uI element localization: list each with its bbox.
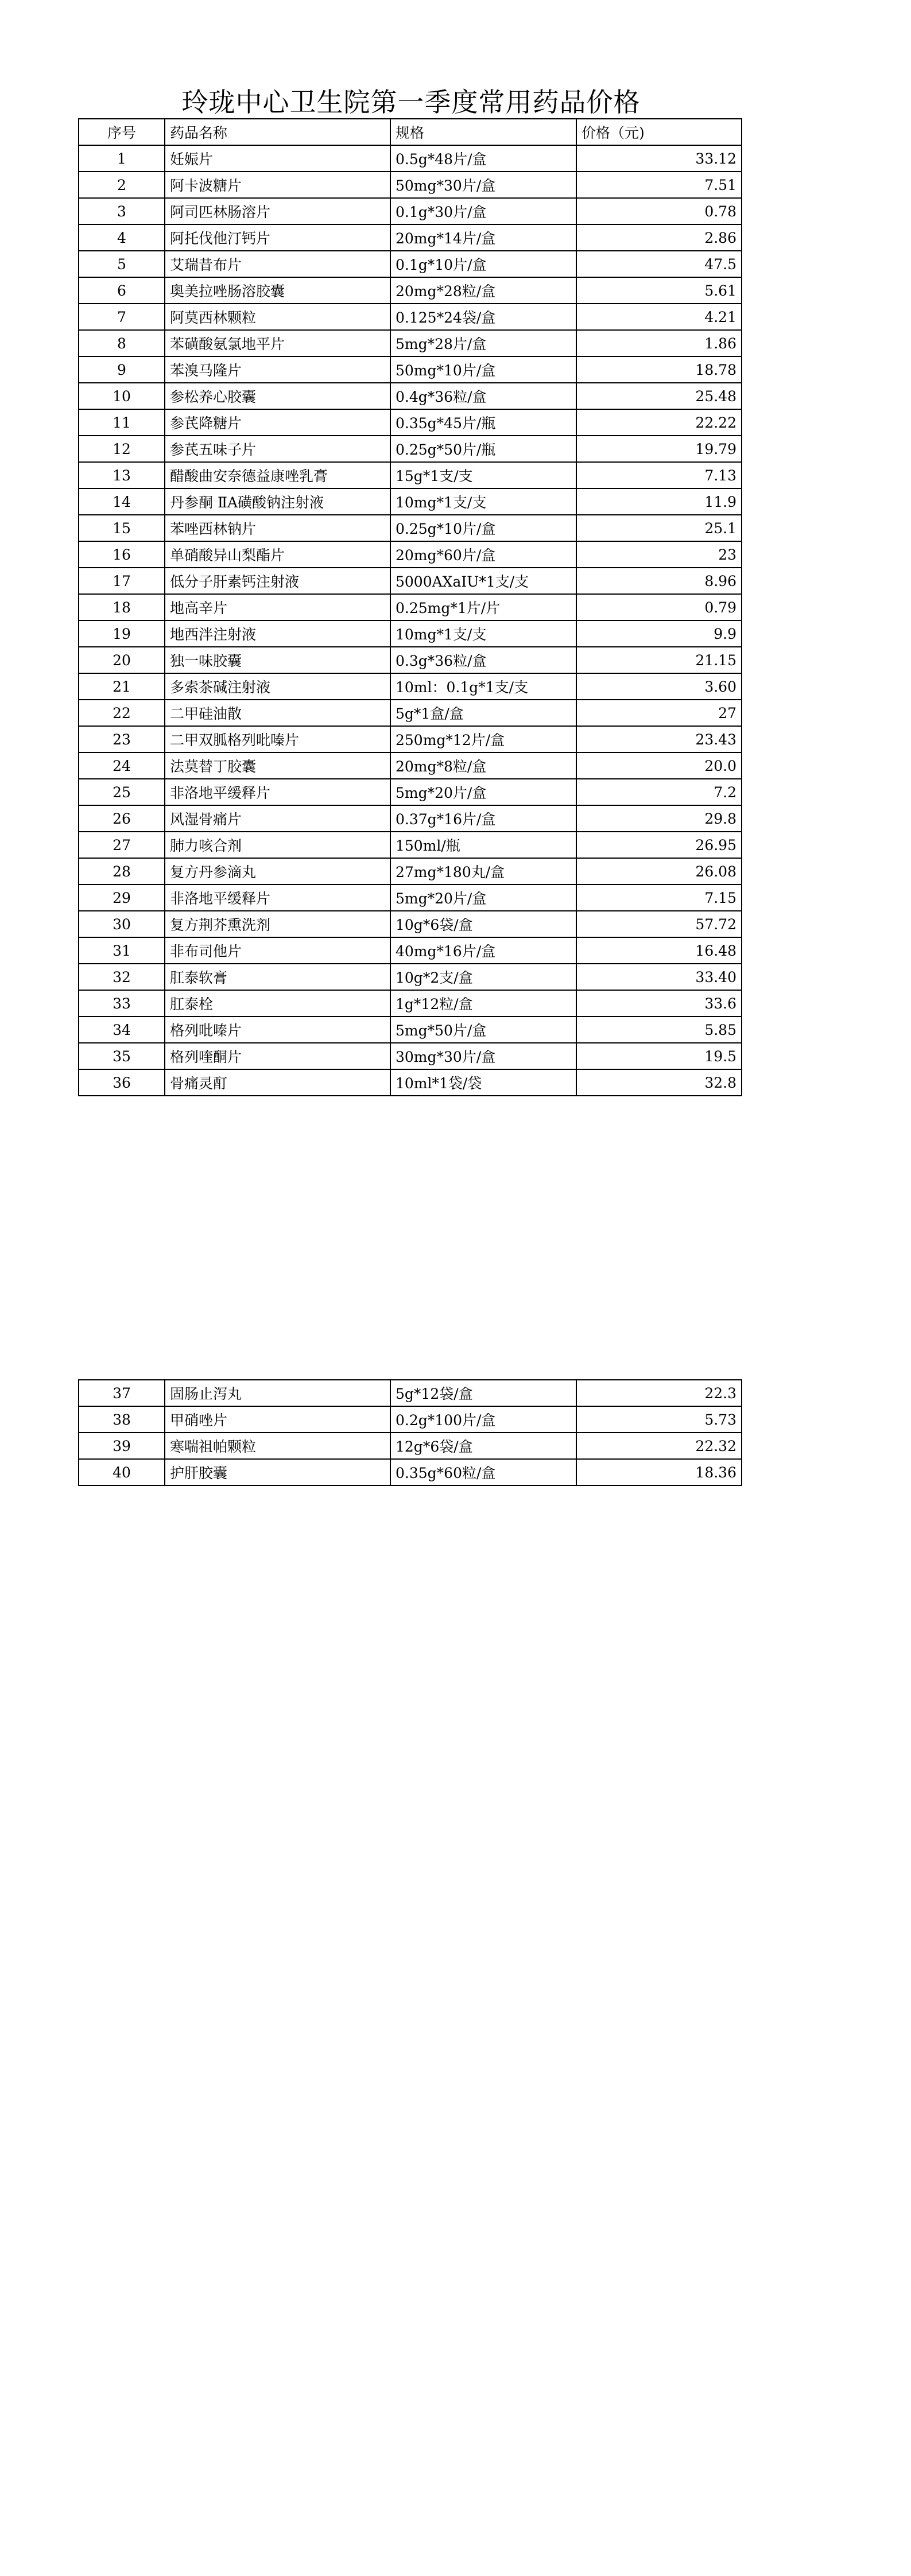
cell-no: 21 <box>79 673 165 700</box>
table-row <box>79 752 742 779</box>
cell-name: 妊娠片 <box>165 145 390 172</box>
cell-no: 38 <box>79 1406 165 1433</box>
cell-no: 30 <box>79 911 165 937</box>
cell-price: 4.21 <box>576 304 742 330</box>
cell-spec: 0.35g*60粒/盒 <box>390 1459 576 1485</box>
cell-spec: 0.25mg*1片/片 <box>390 594 576 620</box>
cell-price: 9.9 <box>576 620 742 647</box>
table-row <box>79 488 742 515</box>
table-row <box>79 1017 742 1043</box>
cell-no: 18 <box>79 594 165 620</box>
header-no: 序号 <box>79 119 165 145</box>
table-row <box>79 700 742 726</box>
cell-name: 非洛地平缓释片 <box>165 779 390 805</box>
cell-price: 22.22 <box>576 409 742 436</box>
cell-spec: 10g*2支/盒 <box>390 964 576 990</box>
cell-price: 3.60 <box>576 673 742 700</box>
cell-spec: 50mg*30片/盒 <box>390 172 576 198</box>
cell-spec: 0.3g*36粒/盒 <box>390 647 576 673</box>
table-row <box>79 198 742 224</box>
cell-price: 0.79 <box>576 594 742 620</box>
table-row <box>79 884 742 911</box>
cell-spec: 20mg*28粒/盒 <box>390 277 576 304</box>
cell-spec: 0.25g*50片/瓶 <box>390 436 576 462</box>
cell-name: 风湿骨痛片 <box>165 805 390 832</box>
cell-name: 参芪五味子片 <box>165 436 390 462</box>
table-row <box>79 383 742 409</box>
price-table-body <box>79 119 742 1096</box>
cell-no: 27 <box>79 832 165 858</box>
table-row <box>79 409 742 436</box>
cell-spec: 10g*6袋/盒 <box>390 911 576 937</box>
price-table <box>78 118 742 1096</box>
cell-price: 25.1 <box>576 515 742 541</box>
cell-price: 5.61 <box>576 277 742 304</box>
table-row <box>79 937 742 964</box>
cell-price: 18.78 <box>576 356 742 383</box>
cell-name: 地西泮注射液 <box>165 620 390 647</box>
table-row <box>79 304 742 330</box>
cell-spec: 10ml*1袋/袋 <box>390 1069 576 1096</box>
cell-no: 6 <box>79 277 165 304</box>
table-row <box>79 805 742 832</box>
cell-spec: 10mg*1支/支 <box>390 488 576 515</box>
cell-name: 肛泰软膏 <box>165 964 390 990</box>
cell-name: 丹参酮 ⅡA磺酸钠注射液 <box>165 488 390 515</box>
cell-spec: 1g*12粒/盒 <box>390 990 576 1017</box>
cell-no: 40 <box>79 1459 165 1485</box>
table-row <box>79 1459 742 1485</box>
header-name: 药品名称 <box>165 119 390 145</box>
table-row <box>79 647 742 673</box>
cell-spec: 20mg*60片/盒 <box>390 541 576 568</box>
cell-price: 8.96 <box>576 568 742 594</box>
cell-name: 非洛地平缓释片 <box>165 884 390 911</box>
cell-no: 5 <box>79 251 165 277</box>
cell-price: 7.15 <box>576 884 742 911</box>
cell-no: 1 <box>79 145 165 172</box>
cell-no: 32 <box>79 964 165 990</box>
cell-spec: 0.1g*30片/盒 <box>390 198 576 224</box>
price-table-continued <box>78 1379 742 1486</box>
cell-spec: 15g*1支/支 <box>390 462 576 488</box>
cell-spec: 5mg*20片/盒 <box>390 884 576 911</box>
table-row <box>79 911 742 937</box>
cell-no: 39 <box>79 1433 165 1459</box>
cell-no: 3 <box>79 198 165 224</box>
cell-name: 甲硝唑片 <box>165 1406 390 1433</box>
table-row <box>79 1069 742 1096</box>
cell-no: 17 <box>79 568 165 594</box>
cell-price: 7.51 <box>576 172 742 198</box>
cell-name: 复方荆芥熏洗剂 <box>165 911 390 937</box>
cell-name: 寒喘祖帕颗粒 <box>165 1433 390 1459</box>
cell-price: 33.12 <box>576 145 742 172</box>
table-row <box>79 568 742 594</box>
cell-price: 33.40 <box>576 964 742 990</box>
table-row <box>79 964 742 990</box>
cell-no: 29 <box>79 884 165 911</box>
cell-no: 13 <box>79 462 165 488</box>
cell-spec: 20mg*8粒/盒 <box>390 752 576 779</box>
cell-spec: 5mg*50片/盒 <box>390 1017 576 1043</box>
cell-no: 20 <box>79 647 165 673</box>
cell-no: 28 <box>79 858 165 884</box>
cell-price: 27 <box>576 700 742 726</box>
table-row <box>79 1380 742 1406</box>
cell-no: 31 <box>79 937 165 964</box>
table-row <box>79 673 742 700</box>
cell-no: 14 <box>79 488 165 515</box>
cell-no: 2 <box>79 172 165 198</box>
table-row <box>79 277 742 304</box>
cell-spec: 0.4g*36粒/盒 <box>390 383 576 409</box>
price-table-continued-body <box>79 1380 742 1485</box>
table-row <box>79 594 742 620</box>
cell-spec: 10mg*1支/支 <box>390 620 576 647</box>
cell-name: 苯溴马隆片 <box>165 356 390 383</box>
cell-price: 22.3 <box>576 1380 742 1406</box>
cell-spec: 40mg*16片/盒 <box>390 937 576 964</box>
cell-price: 47.5 <box>576 251 742 277</box>
cell-price: 57.72 <box>576 911 742 937</box>
table-row <box>79 356 742 383</box>
cell-price: 20.0 <box>576 752 742 779</box>
cell-name: 多索茶碱注射液 <box>165 673 390 700</box>
page-title: 玲珑中心卫生院第一季度常用药品价格 <box>181 87 641 118</box>
cell-price: 19.79 <box>576 436 742 462</box>
table-row <box>79 251 742 277</box>
header-price: 价格（元) <box>576 119 742 145</box>
cell-no: 7 <box>79 304 165 330</box>
table-row <box>79 779 742 805</box>
cell-price: 32.8 <box>576 1069 742 1096</box>
cell-no: 23 <box>79 726 165 752</box>
cell-price: 5.73 <box>576 1406 742 1433</box>
cell-name: 二甲硅油散 <box>165 700 390 726</box>
table-row <box>79 858 742 884</box>
cell-name: 参芪降糖片 <box>165 409 390 436</box>
table-row <box>79 1406 742 1433</box>
cell-no: 10 <box>79 383 165 409</box>
cell-price: 21.15 <box>576 647 742 673</box>
cell-name: 阿卡波糖片 <box>165 172 390 198</box>
cell-name: 参松养心胶囊 <box>165 383 390 409</box>
cell-no: 25 <box>79 779 165 805</box>
cell-name: 低分子肝素钙注射液 <box>165 568 390 594</box>
cell-no: 9 <box>79 356 165 383</box>
cell-no: 34 <box>79 1017 165 1043</box>
cell-price: 7.13 <box>576 462 742 488</box>
cell-name: 醋酸曲安奈德益康唑乳膏 <box>165 462 390 488</box>
cell-name: 奥美拉唑肠溶胶囊 <box>165 277 390 304</box>
cell-spec: 10ml：0.1g*1支/支 <box>390 673 576 700</box>
cell-spec: 0.35g*45片/瓶 <box>390 409 576 436</box>
table-header-row <box>79 119 742 145</box>
cell-price: 0.78 <box>576 198 742 224</box>
cell-price: 26.95 <box>576 832 742 858</box>
table-row <box>79 620 742 647</box>
cell-price: 29.8 <box>576 805 742 832</box>
cell-name: 法莫替丁胶囊 <box>165 752 390 779</box>
cell-name: 阿莫西林颗粒 <box>165 304 390 330</box>
cell-price: 23 <box>576 541 742 568</box>
cell-price: 19.5 <box>576 1043 742 1069</box>
cell-price: 18.36 <box>576 1459 742 1485</box>
table-row <box>79 990 742 1017</box>
cell-price: 1.86 <box>576 330 742 356</box>
cell-spec: 12g*6袋/盒 <box>390 1433 576 1459</box>
cell-spec: 27mg*180丸/盒 <box>390 858 576 884</box>
table-row <box>79 436 742 462</box>
cell-no: 12 <box>79 436 165 462</box>
table-row <box>79 541 742 568</box>
cell-spec: 5g*1盒/盒 <box>390 700 576 726</box>
cell-price: 33.6 <box>576 990 742 1017</box>
cell-no: 8 <box>79 330 165 356</box>
cell-name: 肛泰栓 <box>165 990 390 1017</box>
cell-price: 11.9 <box>576 488 742 515</box>
cell-price: 7.2 <box>576 779 742 805</box>
cell-name: 复方丹参滴丸 <box>165 858 390 884</box>
cell-spec: 0.2g*100片/盒 <box>390 1406 576 1433</box>
cell-name: 非布司他片 <box>165 937 390 964</box>
cell-name: 格列吡嗪片 <box>165 1017 390 1043</box>
cell-name: 艾瑞昔布片 <box>165 251 390 277</box>
cell-no: 33 <box>79 990 165 1017</box>
cell-spec: 30mg*30片/盒 <box>390 1043 576 1069</box>
cell-no: 4 <box>79 224 165 251</box>
cell-no: 35 <box>79 1043 165 1069</box>
cell-price: 26.08 <box>576 858 742 884</box>
cell-price: 2.86 <box>576 224 742 251</box>
cell-name: 肺力咳合剂 <box>165 832 390 858</box>
cell-name: 骨痛灵酊 <box>165 1069 390 1096</box>
cell-name: 独一味胶囊 <box>165 647 390 673</box>
cell-spec: 150ml/瓶 <box>390 832 576 858</box>
table-row <box>79 462 742 488</box>
cell-name: 阿托伐他汀钙片 <box>165 224 390 251</box>
table-row <box>79 1433 742 1459</box>
cell-spec: 0.125*24袋/盒 <box>390 304 576 330</box>
cell-name: 苯磺酸氨氯地平片 <box>165 330 390 356</box>
cell-spec: 5mg*28片/盒 <box>390 330 576 356</box>
cell-no: 22 <box>79 700 165 726</box>
cell-name: 地高辛片 <box>165 594 390 620</box>
table-row <box>79 172 742 198</box>
cell-spec: 50mg*10片/盒 <box>390 356 576 383</box>
cell-no: 19 <box>79 620 165 647</box>
table-row <box>79 726 742 752</box>
cell-no: 11 <box>79 409 165 436</box>
cell-price: 16.48 <box>576 937 742 964</box>
table-row <box>79 1043 742 1069</box>
cell-name: 苯唑西林钠片 <box>165 515 390 541</box>
cell-spec: 5mg*20片/盒 <box>390 779 576 805</box>
cell-name: 阿司匹林肠溶片 <box>165 198 390 224</box>
cell-no: 24 <box>79 752 165 779</box>
table-row <box>79 145 742 172</box>
table-row <box>79 330 742 356</box>
cell-spec: 250mg*12片/盒 <box>390 726 576 752</box>
cell-price: 22.32 <box>576 1433 742 1459</box>
cell-spec: 0.1g*10片/盒 <box>390 251 576 277</box>
cell-no: 37 <box>79 1380 165 1406</box>
cell-price: 5.85 <box>576 1017 742 1043</box>
cell-name: 二甲双胍格列吡嗪片 <box>165 726 390 752</box>
cell-no: 26 <box>79 805 165 832</box>
cell-price: 25.48 <box>576 383 742 409</box>
cell-name: 固肠止泻丸 <box>165 1380 390 1406</box>
cell-spec: 0.37g*16片/盒 <box>390 805 576 832</box>
cell-spec: 20mg*14片/盒 <box>390 224 576 251</box>
cell-price: 23.43 <box>576 726 742 752</box>
header-spec: 规格 <box>390 119 576 145</box>
cell-no: 36 <box>79 1069 165 1096</box>
cell-no: 16 <box>79 541 165 568</box>
cell-name: 格列喹酮片 <box>165 1043 390 1069</box>
table-row <box>79 515 742 541</box>
cell-spec: 5g*12袋/盒 <box>390 1380 576 1406</box>
cell-spec: 0.25g*10片/盒 <box>390 515 576 541</box>
cell-name: 护肝胶囊 <box>165 1459 390 1485</box>
cell-spec: 0.5g*48片/盒 <box>390 145 576 172</box>
table-row <box>79 832 742 858</box>
table-row <box>79 224 742 251</box>
cell-no: 15 <box>79 515 165 541</box>
cell-name: 单硝酸异山梨酯片 <box>165 541 390 568</box>
cell-spec: 5000AXaIU*1支/支 <box>390 568 576 594</box>
